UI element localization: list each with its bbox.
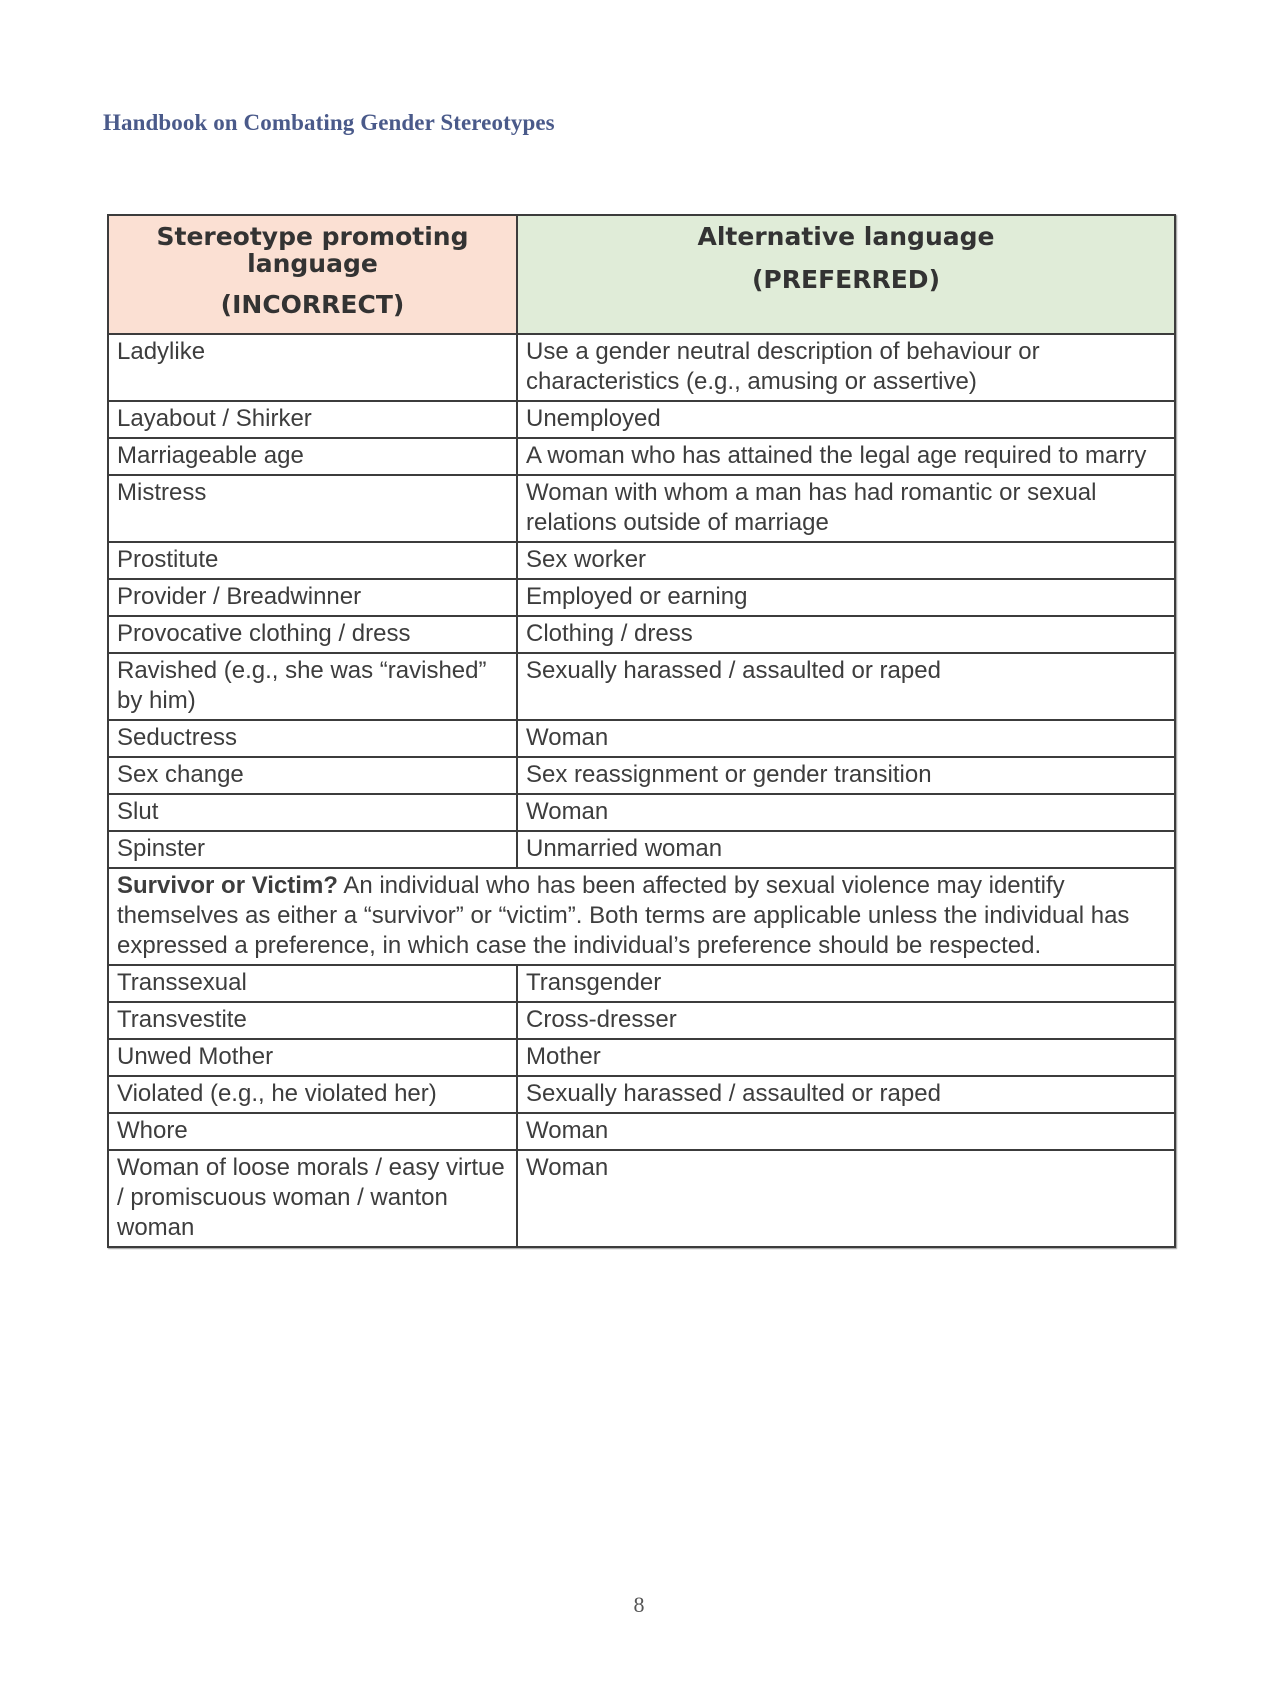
incorrect-term: Mistress	[108, 475, 517, 542]
preferred-term: Cross-dresser	[517, 1002, 1175, 1039]
table-row	[108, 965, 1175, 1002]
preferred-term: Unemployed	[517, 401, 1175, 438]
incorrect-term: Unwed Mother	[108, 1039, 517, 1076]
running-head: Handbook on Combating Gender Stereotypes	[103, 110, 555, 135]
preferred-term: Unmarried woman	[517, 831, 1175, 868]
table-header-row	[108, 215, 1175, 334]
note-section	[108, 868, 1175, 965]
incorrect-term: Marriageable age	[108, 438, 517, 475]
table-row	[108, 334, 1175, 401]
header-incorrect-title-line2: language	[247, 249, 378, 278]
incorrect-term: Ladylike	[108, 334, 517, 401]
table-row	[108, 1076, 1175, 1113]
header-preferred	[517, 215, 1175, 334]
note-row	[108, 868, 1175, 965]
incorrect-term: Slut	[108, 794, 517, 831]
note-lead: Survivor or Victim?	[117, 872, 338, 899]
rows-after-note	[108, 965, 1175, 1247]
table-row	[108, 1039, 1175, 1076]
page-number: 8	[633, 1592, 645, 1617]
table-row	[108, 401, 1175, 438]
incorrect-term: Violated (e.g., he violated her)	[108, 1076, 517, 1113]
preferred-term: Sex worker	[517, 542, 1175, 579]
table-row	[108, 1150, 1175, 1247]
table-row	[108, 831, 1175, 868]
table-row	[108, 616, 1175, 653]
header-incorrect-title-line1: Stereotype promoting	[156, 222, 469, 251]
preferred-term: Employed or earning	[517, 579, 1175, 616]
table-row	[108, 579, 1175, 616]
preferred-term: Woman	[517, 1113, 1175, 1150]
preferred-term: A woman who has attained the legal age required to marry	[517, 438, 1175, 475]
incorrect-term: Provider / Breadwinner	[108, 579, 517, 616]
incorrect-term: Woman of loose morals / easy virtue / promiscuous woman / wanton woman	[108, 1150, 517, 1247]
table-row	[108, 757, 1175, 794]
preferred-term: Woman	[517, 1150, 1175, 1247]
preferred-term: Woman	[517, 720, 1175, 757]
survivor-victim-note	[108, 868, 1175, 965]
incorrect-term: Transvestite	[108, 1002, 517, 1039]
header-preferred-title: Alternative language	[697, 222, 995, 251]
preferred-term: Use a gender neutral description of behaviour or characteristics (e.g., amusing or assertive)	[517, 334, 1175, 401]
incorrect-term: Ravished (e.g., she was “ravished” by him)	[108, 653, 517, 720]
incorrect-term: Provocative clothing / dress	[108, 616, 517, 653]
table-row	[108, 794, 1175, 831]
preferred-term: Clothing / dress	[517, 616, 1175, 653]
header-incorrect	[108, 215, 517, 334]
table-row	[108, 1113, 1175, 1150]
table-row	[108, 542, 1175, 579]
header-preferred-label: (PREFERRED)	[752, 265, 940, 294]
table-row	[108, 438, 1175, 475]
preferred-term: Transgender	[517, 965, 1175, 1002]
incorrect-term: Whore	[108, 1113, 517, 1150]
table-row	[108, 475, 1175, 542]
incorrect-term: Layabout / Shirker	[108, 401, 517, 438]
incorrect-term: Sex change	[108, 757, 517, 794]
incorrect-term: Seductress	[108, 720, 517, 757]
table-row	[108, 1002, 1175, 1039]
rows-before-note	[108, 334, 1175, 868]
incorrect-term: Spinster	[108, 831, 517, 868]
language-table	[107, 214, 1176, 1248]
preferred-term: Woman with whom a man has had romantic or sexual relations outside of marriage	[517, 475, 1175, 542]
incorrect-term: Prostitute	[108, 542, 517, 579]
preferred-term: Sexually harassed / assaulted or raped	[517, 1076, 1175, 1113]
header-incorrect-label: (INCORRECT)	[220, 290, 405, 319]
table-row	[108, 720, 1175, 757]
preferred-term: Woman	[517, 794, 1175, 831]
preferred-term: Sex reassignment or gender transition	[517, 757, 1175, 794]
incorrect-term: Transsexual	[108, 965, 517, 1002]
table-row	[108, 653, 1175, 720]
note-text: An individual who has been affected by sexual violence may identify themselves as either a “survivor” or “victim”. Both terms are applicable unless the individual has expressed a preference, in which case the individual’s preference should be respected.	[117, 872, 1130, 959]
preferred-term: Sexually harassed / assaulted or raped	[517, 653, 1175, 720]
preferred-term: Mother	[517, 1039, 1175, 1076]
